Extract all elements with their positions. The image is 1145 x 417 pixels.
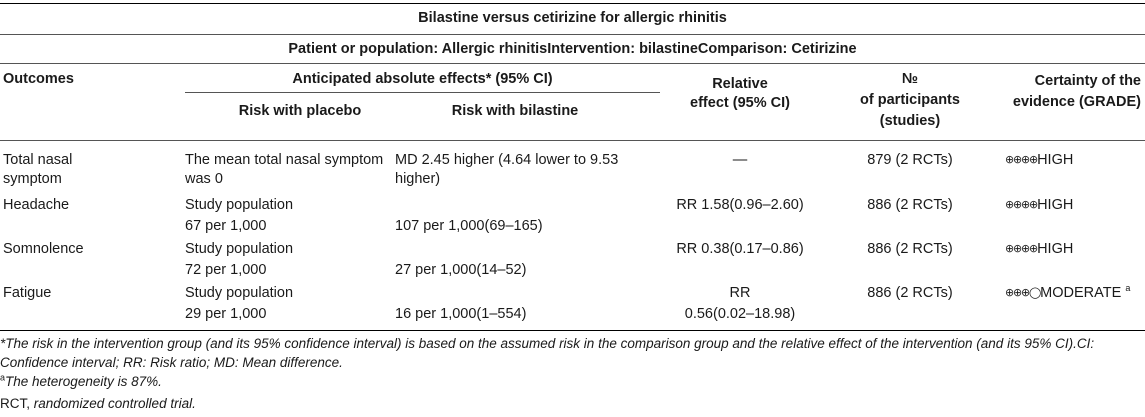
anticipated-subrule bbox=[185, 92, 660, 93]
row-outcome-cont: symptom bbox=[3, 171, 62, 187]
grade-label: MODERATE bbox=[1040, 285, 1122, 301]
row-relative: — bbox=[732, 152, 748, 168]
header-relative-line1: Relative bbox=[712, 76, 768, 92]
row-participants: 886 (2 RCTs) bbox=[867, 285, 953, 301]
population-line: Patient or population: Allergic rhinitisIntervention: bilastineComparison: Cetirizine bbox=[288, 41, 857, 57]
grade-symbols-icon: ⊕⊕⊕◯ bbox=[1005, 287, 1041, 299]
footnote-rct-abbr: RCT, bbox=[0, 396, 30, 411]
row-placebo-cont: was 0 bbox=[185, 171, 223, 187]
header-relative-line2: effect (95% CI) bbox=[690, 95, 790, 111]
grade-label: HIGH bbox=[1037, 197, 1074, 213]
table-title: Bilastine versus cetirizine for allergic rhinitis bbox=[418, 10, 727, 26]
grade-symbols-icon: ⊕⊕⊕⊕ bbox=[1005, 199, 1038, 211]
footnote-a bbox=[0, 372, 1140, 391]
row-placebo: Study population bbox=[185, 197, 294, 213]
row-placebo: Study population bbox=[185, 285, 294, 301]
row-bilastine: 27 per 1,000(14–52) bbox=[395, 262, 527, 278]
row-placebo-cont: 72 per 1,000 bbox=[185, 262, 267, 278]
header-certainty-line1: Certainty of the bbox=[1034, 73, 1141, 89]
header-risk-placebo: Risk with placebo bbox=[238, 103, 362, 119]
footnote-a-marker: a bbox=[0, 372, 6, 383]
row-bilastine-cont: higher) bbox=[395, 171, 441, 187]
header-anticipated-effects: Anticipated absolute effects* (95% CI) bbox=[292, 71, 553, 87]
row-outcome: Total nasal bbox=[3, 152, 73, 168]
header-outcomes: Outcomes bbox=[3, 71, 74, 87]
row-participants: 886 (2 RCTs) bbox=[867, 241, 953, 257]
header-participants-line1: № bbox=[901, 71, 919, 87]
grade-label: HIGH bbox=[1037, 241, 1074, 257]
row-participants: 886 (2 RCTs) bbox=[867, 197, 953, 213]
row-certainty bbox=[1005, 196, 1073, 215]
row-certainty bbox=[1005, 284, 1130, 303]
row-relative-cont: 0.56(0.02–18.98) bbox=[684, 306, 796, 322]
row-relative: RR 0.38(0.17–0.86) bbox=[676, 241, 804, 257]
row-outcome: Headache bbox=[3, 197, 70, 213]
row-relative: RR bbox=[729, 285, 751, 301]
row-bilastine: MD 2.45 higher (4.64 lower to 9.53 bbox=[395, 152, 619, 168]
row-bilastine: 16 per 1,000(1–554) bbox=[395, 306, 527, 322]
row-outcome: Somnolence bbox=[3, 241, 84, 257]
row-certainty bbox=[1005, 151, 1073, 170]
header-participants-line2: of participants bbox=[860, 92, 960, 108]
footnote-rct-text: randomized controlled trial. bbox=[30, 396, 196, 411]
row-placebo-cont: 67 per 1,000 bbox=[185, 218, 267, 234]
row-bilastine: 107 per 1,000(69–165) bbox=[395, 218, 543, 234]
footnote-a-text: The heterogeneity is 87%. bbox=[5, 374, 162, 389]
header-risk-bilastine: Risk with bilastine bbox=[451, 103, 579, 119]
grade-symbols-icon: ⊕⊕⊕⊕ bbox=[1005, 154, 1038, 166]
population-rule bbox=[0, 63, 1145, 64]
header-certainty-line2: evidence (GRADE) bbox=[1012, 94, 1141, 110]
row-outcome: Fatigue bbox=[3, 285, 52, 301]
bottom-rule bbox=[0, 330, 1145, 331]
top-rule bbox=[0, 3, 1145, 4]
footnote-rct bbox=[0, 394, 1140, 413]
row-placebo-cont: 29 per 1,000 bbox=[185, 306, 267, 322]
header-rule bbox=[0, 140, 1145, 141]
title-rule bbox=[0, 34, 1145, 35]
grade-symbols-icon: ⊕⊕⊕⊕ bbox=[1005, 243, 1038, 255]
footnote-marker: a bbox=[1125, 283, 1131, 294]
grade-label: HIGH bbox=[1037, 152, 1074, 168]
row-relative: RR 1.58(0.96–2.60) bbox=[676, 197, 804, 213]
row-certainty bbox=[1005, 240, 1073, 259]
row-participants: 879 (2 RCTs) bbox=[867, 152, 953, 168]
header-participants-line3: (studies) bbox=[879, 113, 941, 129]
footnote-star: *The risk in the intervention group (and its 95% confidence interval) is based on the assumed risk in the comparison group and the relative effect of the intervention (and its 95% CI).CI: Confidence interval; RR: Risk ratio; MD: Mean difference. bbox=[0, 336, 1095, 370]
row-placebo: Study population bbox=[185, 241, 294, 257]
row-placebo: The mean total nasal symptom bbox=[185, 152, 384, 168]
